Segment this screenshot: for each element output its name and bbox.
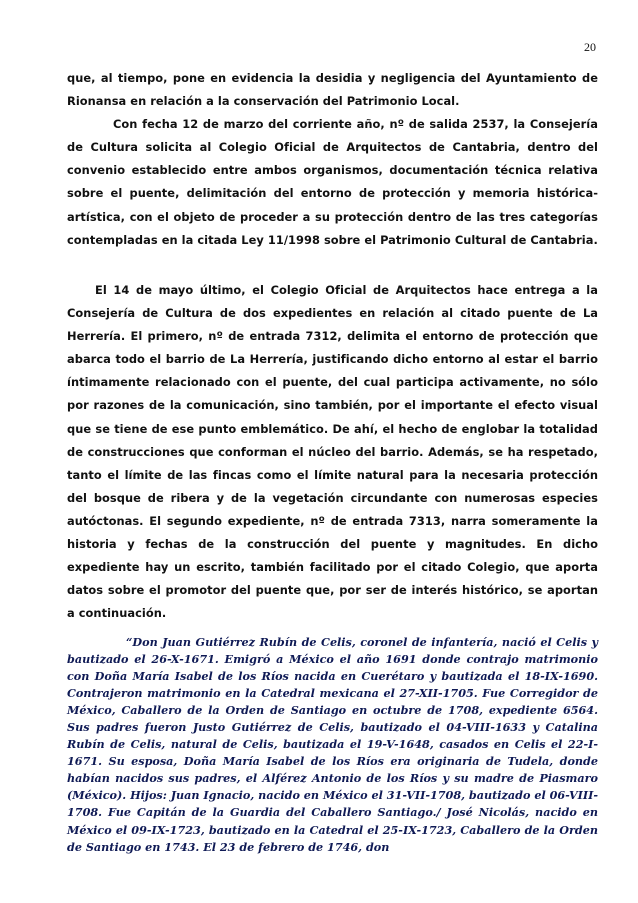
historical-quote: “Don Juan Gutiérrez Rubín de Celis, coronel de infantería, nació el Celis y bautizado el 26-X-1671. Emigró a México el año 1691 donde contrajo matrimonio con Doña María Isabel de los Ríos nacida en Cuerétaro y bautizada el 18-IX-1690. Contrajeron matrimonio en la Catedral mexicana el 27-XII-1705. Fue Corregidor de México, Caballero de la Orden de Santiago en octubre de 1708, expediente 6564. Sus padres fueron Justo Gutiérrez de Celis, bautizado el 04-VIII-1633 y Catalina Rubín de Celis, natural de Celis, bautizada el 19-V-1648, casados en Celis el 22-I-1671. Su esposa, Doña María Isabel de los Ríos era originaria de Tudela, donde habían nacidos sus padres, el Alférez Antonio de los Ríos y su madre de Piasmaro (México). Hijos: Juan Ignacio, nacido en México el 31-VII-1708, bautizado el 06-VIII-1708. Fue Capitán de la Guardia del Caballero Santiago./ José Nicolás, nacido en México el 09-IX-1723, bautizado en la Catedral el 25-IX-1723, Caballero de la Orden de Santiago en 1743. El 23 de febrero de 1746, don	[67, 635, 599, 854]
paragraph-colegio-delivery: El 14 de mayo último, el Colegio Oficial de Arquitectos hace entrega a la Consejería de Cultura de dos expedientes en relación al citado puente de La Herrería. El primero, nº de entrada 7312, delimita el entorno de protección que abarca todo el barrio de La Herrería, justificando dicho entorno al estar el barrio íntimamente relacionado con el puente, del cual participa activamente, no sólo por razones de la comunicación, sino también, por el importante el efecto visual que se tiene de ese punto emblemático. De ahí, el hecho de englobar la totalidad de construcciones que conforman el núcleo del barrio. Además, se ha respetado, tanto el límite de las fincas como el límite natural para la necesaria protección del bosque de ribera y de la vegetación circundante con numerosas especies autóctonas. El segundo expediente, nº de entrada 7313, narra someramente la historia y fechas de la construcción del puente y magnitudes. En dicho expediente hay un escrito, también facilitado por el citado Colegio, que aporta datos sobre el promotor del puente que, por ser de interés histórico, se aportan a continuación.	[67, 283, 598, 621]
paragraph-consejeria-request: Con fecha 12 de marzo del corriente año, nº de salida 2537, la Consejería de Cultura solicita al Colegio Oficial de Arquitectos de Cantabria, dentro del convenio establecido entre ambos organismos, documentación técnica relativa sobre el puente, delimitación del entorno de protección y memoria histórica-artística, con el objeto de proceder a su protección dentro de las tres categorías contempladas en la citada Ley 11/1998 sobre el Patrimonio Cultural de Cantabria.	[67, 117, 598, 247]
paragraph-continuation: que, al tiempo, pone en evidencia la desidia y negligencia del Ayuntamiento de Rionansa en relación a la conservación del Patrimonio Local.	[67, 71, 598, 109]
body-text-lower	[67, 279, 598, 625]
page-number: 20	[584, 40, 596, 54]
body-text-upper	[67, 67, 598, 252]
